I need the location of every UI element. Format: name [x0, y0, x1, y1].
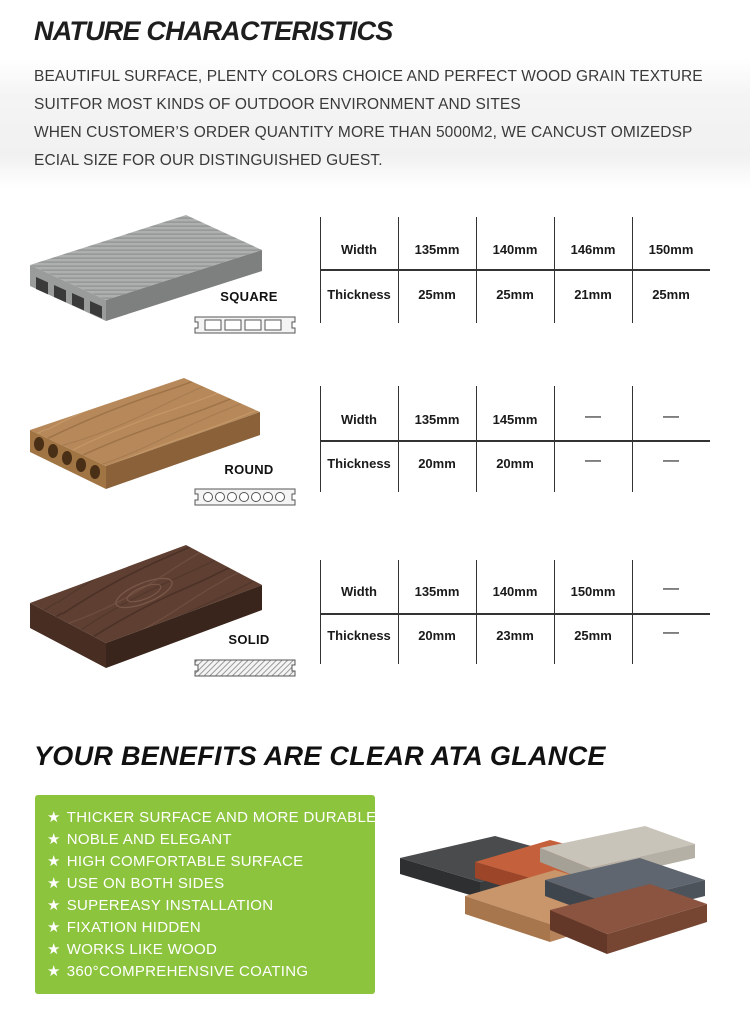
width-header: Width — [341, 412, 377, 427]
product-round — [0, 378, 750, 508]
thickness-value: — — [585, 452, 601, 469]
benefit-text: 360°COMPREHENSIVE COATING — [66, 963, 309, 980]
width-value: — — [585, 408, 601, 425]
intro-line: BEAUTIFUL SURFACE, PLENTY COLORS CHOICE AND PERFECT WOOD GRAIN TEXTURE — [34, 68, 703, 85]
profile-label: ROUND — [224, 462, 274, 477]
spec-table-square — [320, 217, 710, 323]
thickness-header: Thickness — [327, 287, 391, 302]
width-value: 146mm — [570, 242, 616, 257]
star-icon: ★ — [47, 919, 61, 936]
thickness-value: 20mm — [496, 456, 534, 471]
profile-label: SOLID — [228, 632, 270, 647]
width-value: 140mm — [492, 242, 538, 257]
benefit-item — [47, 874, 224, 892]
intro-line: WHEN CUSTOMER’S ORDER QUANTITY MORE THAN 5000M2, WE CANCUST OMIZEDSP — [34, 124, 693, 141]
benefit-item — [47, 918, 201, 936]
square-profile-icon — [192, 316, 298, 334]
thickness-value: — — [663, 452, 679, 469]
thickness-value: 25mm — [418, 287, 456, 302]
solid-profile-icon — [192, 659, 298, 677]
star-icon: ★ — [47, 831, 61, 848]
thickness-value: 25mm — [496, 287, 534, 302]
benefit-item — [47, 852, 303, 870]
product-solid — [0, 545, 750, 685]
width-header: Width — [341, 584, 377, 599]
board-stack-image — [395, 818, 715, 978]
intro-line: ECIAL SIZE FOR OUR DISTINGUISHED GUEST. — [34, 152, 383, 169]
thickness-value: 25mm — [574, 628, 612, 643]
spec-table-round — [320, 386, 710, 492]
width-value: — — [663, 408, 679, 425]
star-icon: ★ — [47, 963, 61, 980]
benefit-item — [47, 808, 376, 826]
thickness-value: 25mm — [652, 287, 690, 302]
benefits-panel — [35, 795, 375, 994]
profile-label: SQUARE — [220, 289, 278, 304]
product-square — [0, 215, 750, 325]
benefit-item — [47, 830, 232, 848]
round-board-image — [26, 378, 266, 496]
benefit-text: SUPEREASY INSTALLATION — [66, 897, 274, 914]
width-value: 150mm — [648, 242, 694, 257]
round-profile-icon — [192, 488, 298, 506]
page-title: NATURE CHARACTERISTICS — [34, 16, 393, 46]
width-value: 135mm — [414, 584, 460, 599]
width-value: — — [663, 580, 679, 597]
width-value: 145mm — [492, 412, 538, 427]
benefit-text: NOBLE AND ELEGANT — [66, 831, 232, 848]
benefit-text: FIXATION HIDDEN — [66, 919, 201, 936]
width-value: 150mm — [570, 584, 616, 599]
benefit-item — [47, 962, 308, 980]
thickness-value: 23mm — [496, 628, 534, 643]
star-icon: ★ — [47, 875, 61, 892]
thickness-header: Thickness — [327, 628, 391, 643]
width-value: 140mm — [492, 584, 538, 599]
intro-line: SUITFOR MOST KINDS OF OUTDOOR ENVIRONMENT AND SITES — [34, 96, 521, 113]
thickness-value: — — [663, 624, 679, 641]
benefit-text: THICKER SURFACE AND MORE DURABLE — [66, 809, 377, 826]
thickness-value: 20mm — [418, 628, 456, 643]
benefit-item — [47, 940, 217, 958]
thickness-value: 21mm — [574, 287, 612, 302]
benefit-item — [47, 896, 273, 914]
star-icon: ★ — [47, 853, 61, 870]
star-icon: ★ — [47, 897, 61, 914]
thickness-value: 20mm — [418, 456, 456, 471]
spec-table-solid — [320, 560, 710, 664]
star-icon: ★ — [47, 941, 61, 958]
width-value: 135mm — [414, 242, 460, 257]
benefit-text: WORKS LIKE WOOD — [66, 941, 218, 958]
thickness-header: Thickness — [327, 456, 391, 471]
width-header: Width — [341, 242, 377, 257]
benefits-title: YOUR BENEFITS ARE CLEAR ATA GLANCE — [34, 741, 606, 771]
benefit-text: HIGH COMFORTABLE SURFACE — [66, 853, 304, 870]
intro-banner — [0, 58, 750, 188]
benefit-text: USE ON BOTH SIDES — [66, 875, 225, 892]
width-value: 135mm — [414, 412, 460, 427]
star-icon: ★ — [47, 809, 61, 826]
square-board-image — [26, 215, 266, 330]
